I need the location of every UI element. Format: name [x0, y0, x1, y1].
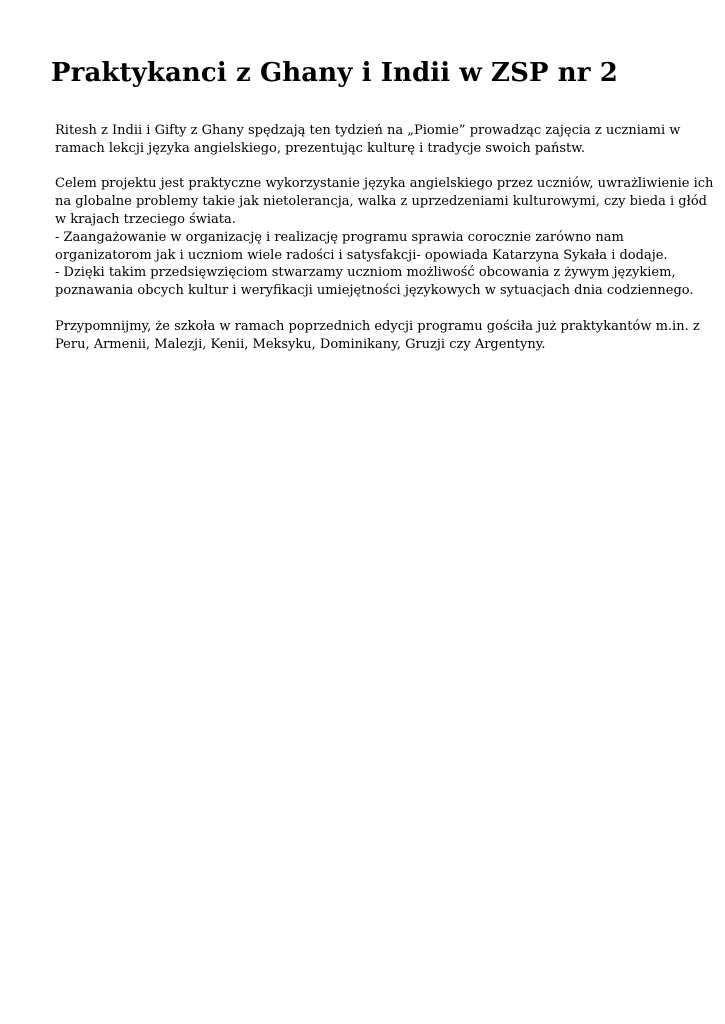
- paragraph-line: poznawania obcych kultur i weryfikacji umiejętności językowych w sytuacjach dnia codziennego.: [55, 283, 694, 299]
- paragraph-project-goal: [55, 175, 714, 300]
- paragraph-line: ramach lekcji języka angielskiego, prezentując kulturę i tradycje swoich państw.: [55, 140, 585, 156]
- paragraph-line: - Zaangażowanie w organizację i realizację programu sprawia corocznie zarówno nam: [55, 229, 624, 245]
- article-body: [55, 122, 714, 371]
- paragraph-line: Ritesh z Indii i Gifty z Ghany spędzają ten tydzień na „Piomie” prowadząc zajęcia z uczniami w: [55, 123, 681, 138]
- paragraph-line: Celem projektu jest praktyczne wykorzystanie języka angielskiego przez uczniów, uwrażliwienie ich: [55, 176, 714, 192]
- paragraph-line: - Dzięki takim przedsięwzięciom stwarzamy uczniom możliwość obcowania z żywym językiem,: [55, 265, 676, 281]
- page-title: Praktykanci z Ghany i Indii w ZSP nr 2: [51, 58, 618, 88]
- paragraph-line: Peru, Armenii, Malezji, Kenii, Meksyku, Dominikany, Gruzji czy Argentyny.: [55, 336, 546, 352]
- paragraph-line: na globalne problemy takie jak nietolerancja, walka z uprzedzeniami kulturowymi, czy bieda i głód: [55, 194, 707, 210]
- paragraph-line: organizatorom jak i uczniom wiele radości i satysfakcji- opowiada Katarzyna Sykała i dodaje.: [55, 247, 668, 263]
- paragraph-line: Przypomnijmy, że szkoła w ramach poprzednich edycji programu gościła już praktykantów m.in. z: [55, 318, 700, 334]
- paragraph-line: w krajach trzeciego świata.: [55, 211, 236, 227]
- paragraph-reminder: [55, 318, 700, 354]
- paragraph-intro: [55, 122, 681, 158]
